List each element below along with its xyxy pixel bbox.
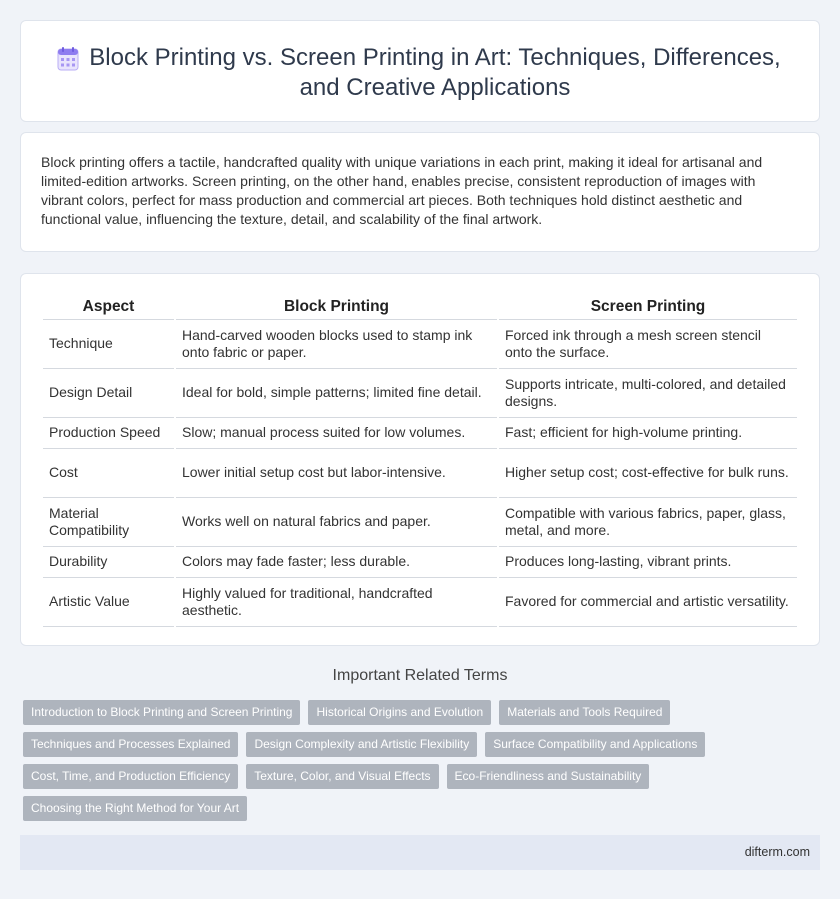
tag-texture-color[interactable]: Texture, Color, and Visual Effects xyxy=(246,764,438,789)
table-row xyxy=(43,369,797,418)
tag-cost-time[interactable]: Cost, Time, and Production Efficiency xyxy=(23,764,238,789)
comparison-table xyxy=(41,296,799,627)
intro-paragraph: Block printing offers a tactile, handcrafted quality with unique variations in each print, making it ideal for artisanal and limited-edition artworks. Screen printing, on the other hand, enables precise, consistent reproduction of images with vibrant colors, perfect for mass production and commercial art pieces. Both techniques hold distinct aesthetic and functional value, influencing the texture, detail, and scalability of the final artwork. xyxy=(41,154,763,227)
table-header-row xyxy=(43,296,797,320)
tag-eco-friendliness[interactable]: Eco-Friendliness and Sustainability xyxy=(447,764,650,789)
table-row xyxy=(43,418,797,449)
header-block-printing: Block Printing xyxy=(176,296,497,320)
cell-aspect: Artistic Value xyxy=(43,578,174,627)
table-row xyxy=(43,320,797,369)
tag-surface-compatibility[interactable]: Surface Compatibility and Applications xyxy=(485,732,705,757)
cell-block: Slow; manual process suited for low volumes. xyxy=(176,418,497,449)
header-aspect: Aspect xyxy=(43,296,174,320)
table-row xyxy=(43,449,797,498)
cell-screen: Forced ink through a mesh screen stencil onto the surface. xyxy=(499,320,797,369)
header-card xyxy=(20,20,820,122)
cell-screen: Produces long-lasting, vibrant prints. xyxy=(499,547,797,578)
table-row xyxy=(43,498,797,547)
tag-historical-origins[interactable]: Historical Origins and Evolution xyxy=(308,700,491,725)
tag-materials-tools[interactable]: Materials and Tools Required xyxy=(499,700,670,725)
cell-screen: Compatible with various fabrics, paper, glass, metal, and more. xyxy=(499,498,797,547)
cell-aspect: Cost xyxy=(43,449,174,498)
table-row xyxy=(43,578,797,627)
tag-design-complexity[interactable]: Design Complexity and Artistic Flexibility xyxy=(246,732,477,757)
header-screen-printing: Screen Printing xyxy=(499,296,797,320)
cell-block: Lower initial setup cost but labor-intensive. xyxy=(176,449,497,498)
cell-block: Ideal for bold, simple patterns; limited fine detail. xyxy=(176,369,497,418)
tag-introduction[interactable]: Introduction to Block Printing and Screen Printing xyxy=(23,700,300,725)
cell-screen: Higher setup cost; cost-effective for bulk runs. xyxy=(499,449,797,498)
related-terms-title: Important Related Terms xyxy=(332,667,508,684)
cell-aspect: Technique xyxy=(43,320,174,369)
cell-block: Hand-carved wooden blocks used to stamp ink onto fabric or paper. xyxy=(176,320,497,369)
cell-screen: Supports intricate, multi-colored, and detailed designs. xyxy=(499,369,797,418)
cell-aspect: Production Speed xyxy=(43,418,174,449)
cell-screen: Favored for commercial and artistic versatility. xyxy=(499,578,797,627)
intro-card xyxy=(20,132,820,252)
tag-choosing-method[interactable]: Choosing the Right Method for Your Art xyxy=(23,796,247,821)
comparison-card xyxy=(20,273,820,646)
cell-aspect: Material Compatibility xyxy=(43,498,174,547)
cell-block: Highly valued for traditional, handcrafted aesthetic. xyxy=(176,578,497,627)
footer-site-link[interactable]: difterm.com xyxy=(744,845,810,859)
cell-aspect: Design Detail xyxy=(43,369,174,418)
page-title: Block Printing vs. Screen Printing in Art: Techniques, Differences, and Creative Applications xyxy=(89,44,781,101)
cell-block: Colors may fade faster; less durable. xyxy=(176,547,497,578)
related-terms-tags xyxy=(23,700,723,828)
cell-block: Works well on natural fabrics and paper. xyxy=(176,498,497,547)
cell-screen: Fast; efficient for high-volume printing. xyxy=(499,418,797,449)
tag-techniques-processes[interactable]: Techniques and Processes Explained xyxy=(23,732,238,757)
footer xyxy=(20,835,820,870)
table-row xyxy=(43,547,797,578)
cell-aspect: Durability xyxy=(43,547,174,578)
